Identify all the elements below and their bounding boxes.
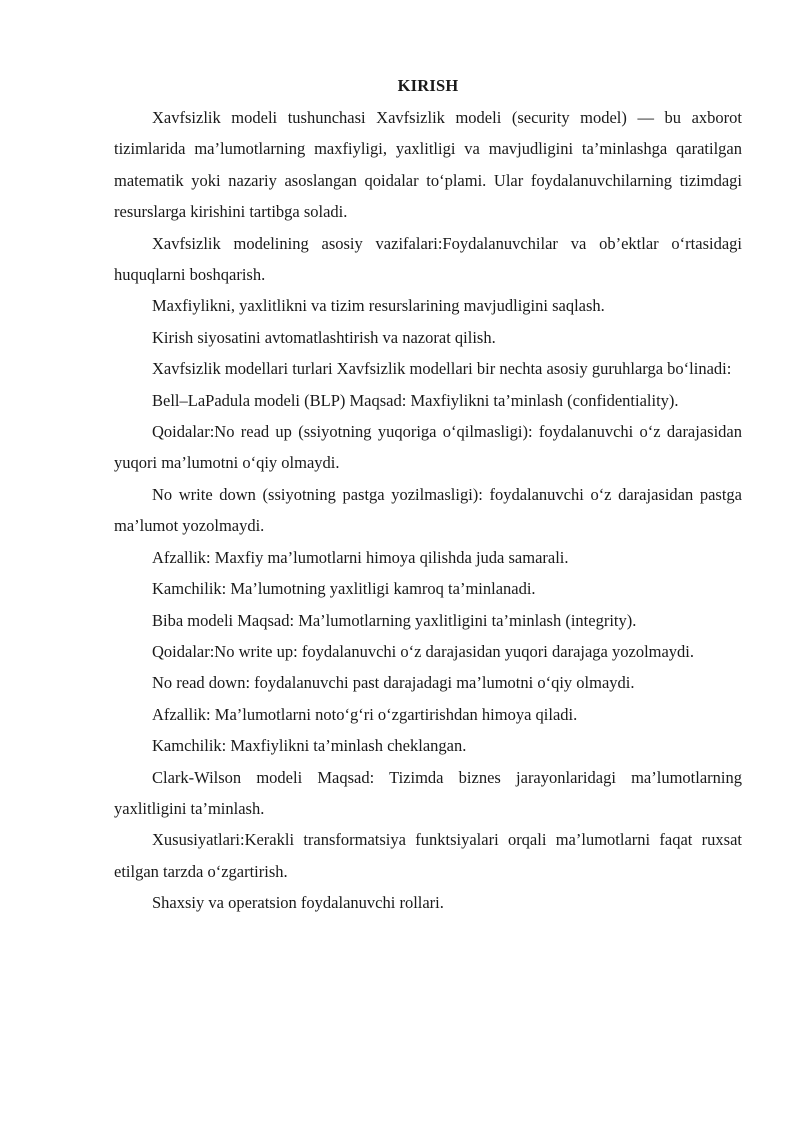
paragraph-access-policy: Kirish siyosatini avtomatlashtirish va nazorat qilish.: [152, 327, 496, 347]
paragraph-user-roles: Shaxsiy va operatsion foydalanuvchi rollari.: [152, 893, 444, 913]
page-title: KIRISH: [397, 76, 459, 95]
paragraph-security-model-definition: Xavfsizlik modeli tushunchasi Xavfsizlik modeli (security model) — bu axborot tizimlarida ma’lumotlarning maxfiyligi, yaxlitligi va mavjudligini ta’minlashga qaratilgan matematik yoki nazariy asoslangan qoidalar to‘plami. Ular foydalanuvchilarning tizimdagi resurslarga kirishini tartibga soladi.: [114, 108, 742, 222]
paragraph-biba-no-read-down: No read down: foydalanuvchi past darajadagi ma’lumotni o‘qiy olmaydi.: [152, 673, 635, 693]
paragraph-model-tasks: Xavfsizlik modelining asosiy vazifalari:Foydalanuvchilar va ob’ektlar o‘rtasidagi huquqlarni boshqarish.: [114, 233, 742, 285]
paragraph-blp-no-read-up: Qoidalar:No read up (ssiyotning yuqoriga o‘qilmasligi): foydalanuvchi o‘z darajasidan yuqori ma’lumotni o‘qiy olmaydi.: [114, 422, 742, 473]
paragraph-blp-model: Bell–LaPadula modeli (BLP) Maqsad: Maxfiylikni ta’minlash (confidentiality).: [152, 390, 679, 410]
paragraph-biba-model: Biba modeli Maqsad: Ma’lumotlarning yaxlitligini ta’minlash (integrity).: [152, 610, 637, 630]
paragraph-biba-no-write-up: Qoidalar:No write up: foydalanuvchi o‘z darajasidan yuqori darajaga yozolmaydi.: [152, 641, 695, 661]
paragraph-biba-disadvantage: Kamchilik: Maxfiylikni ta’minlash cheklangan.: [152, 736, 467, 756]
paragraph-preserve-confidentiality: Maxfiylikni, yaxlitlikni va tizim resurslarining mavjudligini saqlash.: [152, 296, 605, 316]
document-page: [114, 70, 742, 919]
paragraph-blp-advantage: Afzallik: Maxfiy ma’lumotlarni himoya qilishda juda samarali.: [152, 547, 569, 567]
paragraph-model-types: Xavfsizlik modellari turlari Xavfsizlik modellari bir nechta asosiy guruhlarga bo‘linadi:: [152, 359, 732, 379]
paragraph-biba-advantage: Afzallik: Ma’lumotlarni noto‘g‘ri o‘zgartirishdan himoya qiladi.: [152, 704, 578, 724]
paragraph-clark-wilson-model: Clark-Wilson modeli Maqsad: Tizimda biznes jarayonlaridagi ma’lumotlarning yaxlitligini ta’minlash.: [114, 767, 742, 818]
paragraph-blp-disadvantage: Kamchilik: Ma’lumotning yaxlitligi kamroq ta’minlanadi.: [152, 579, 536, 599]
paragraph-clark-wilson-features: Xususiyatlari:Kerakli transformatsiya funktsiyalari orqali ma’lumotlarni faqat ruxsat etilgan tarzda o‘zgartirish.: [114, 830, 742, 881]
paragraph-blp-no-write-down: No write down (ssiyotning pastga yozilmasligi): foydalanuvchi o‘z darajasidan pastga ma’lumot yozolmaydi.: [114, 484, 742, 536]
